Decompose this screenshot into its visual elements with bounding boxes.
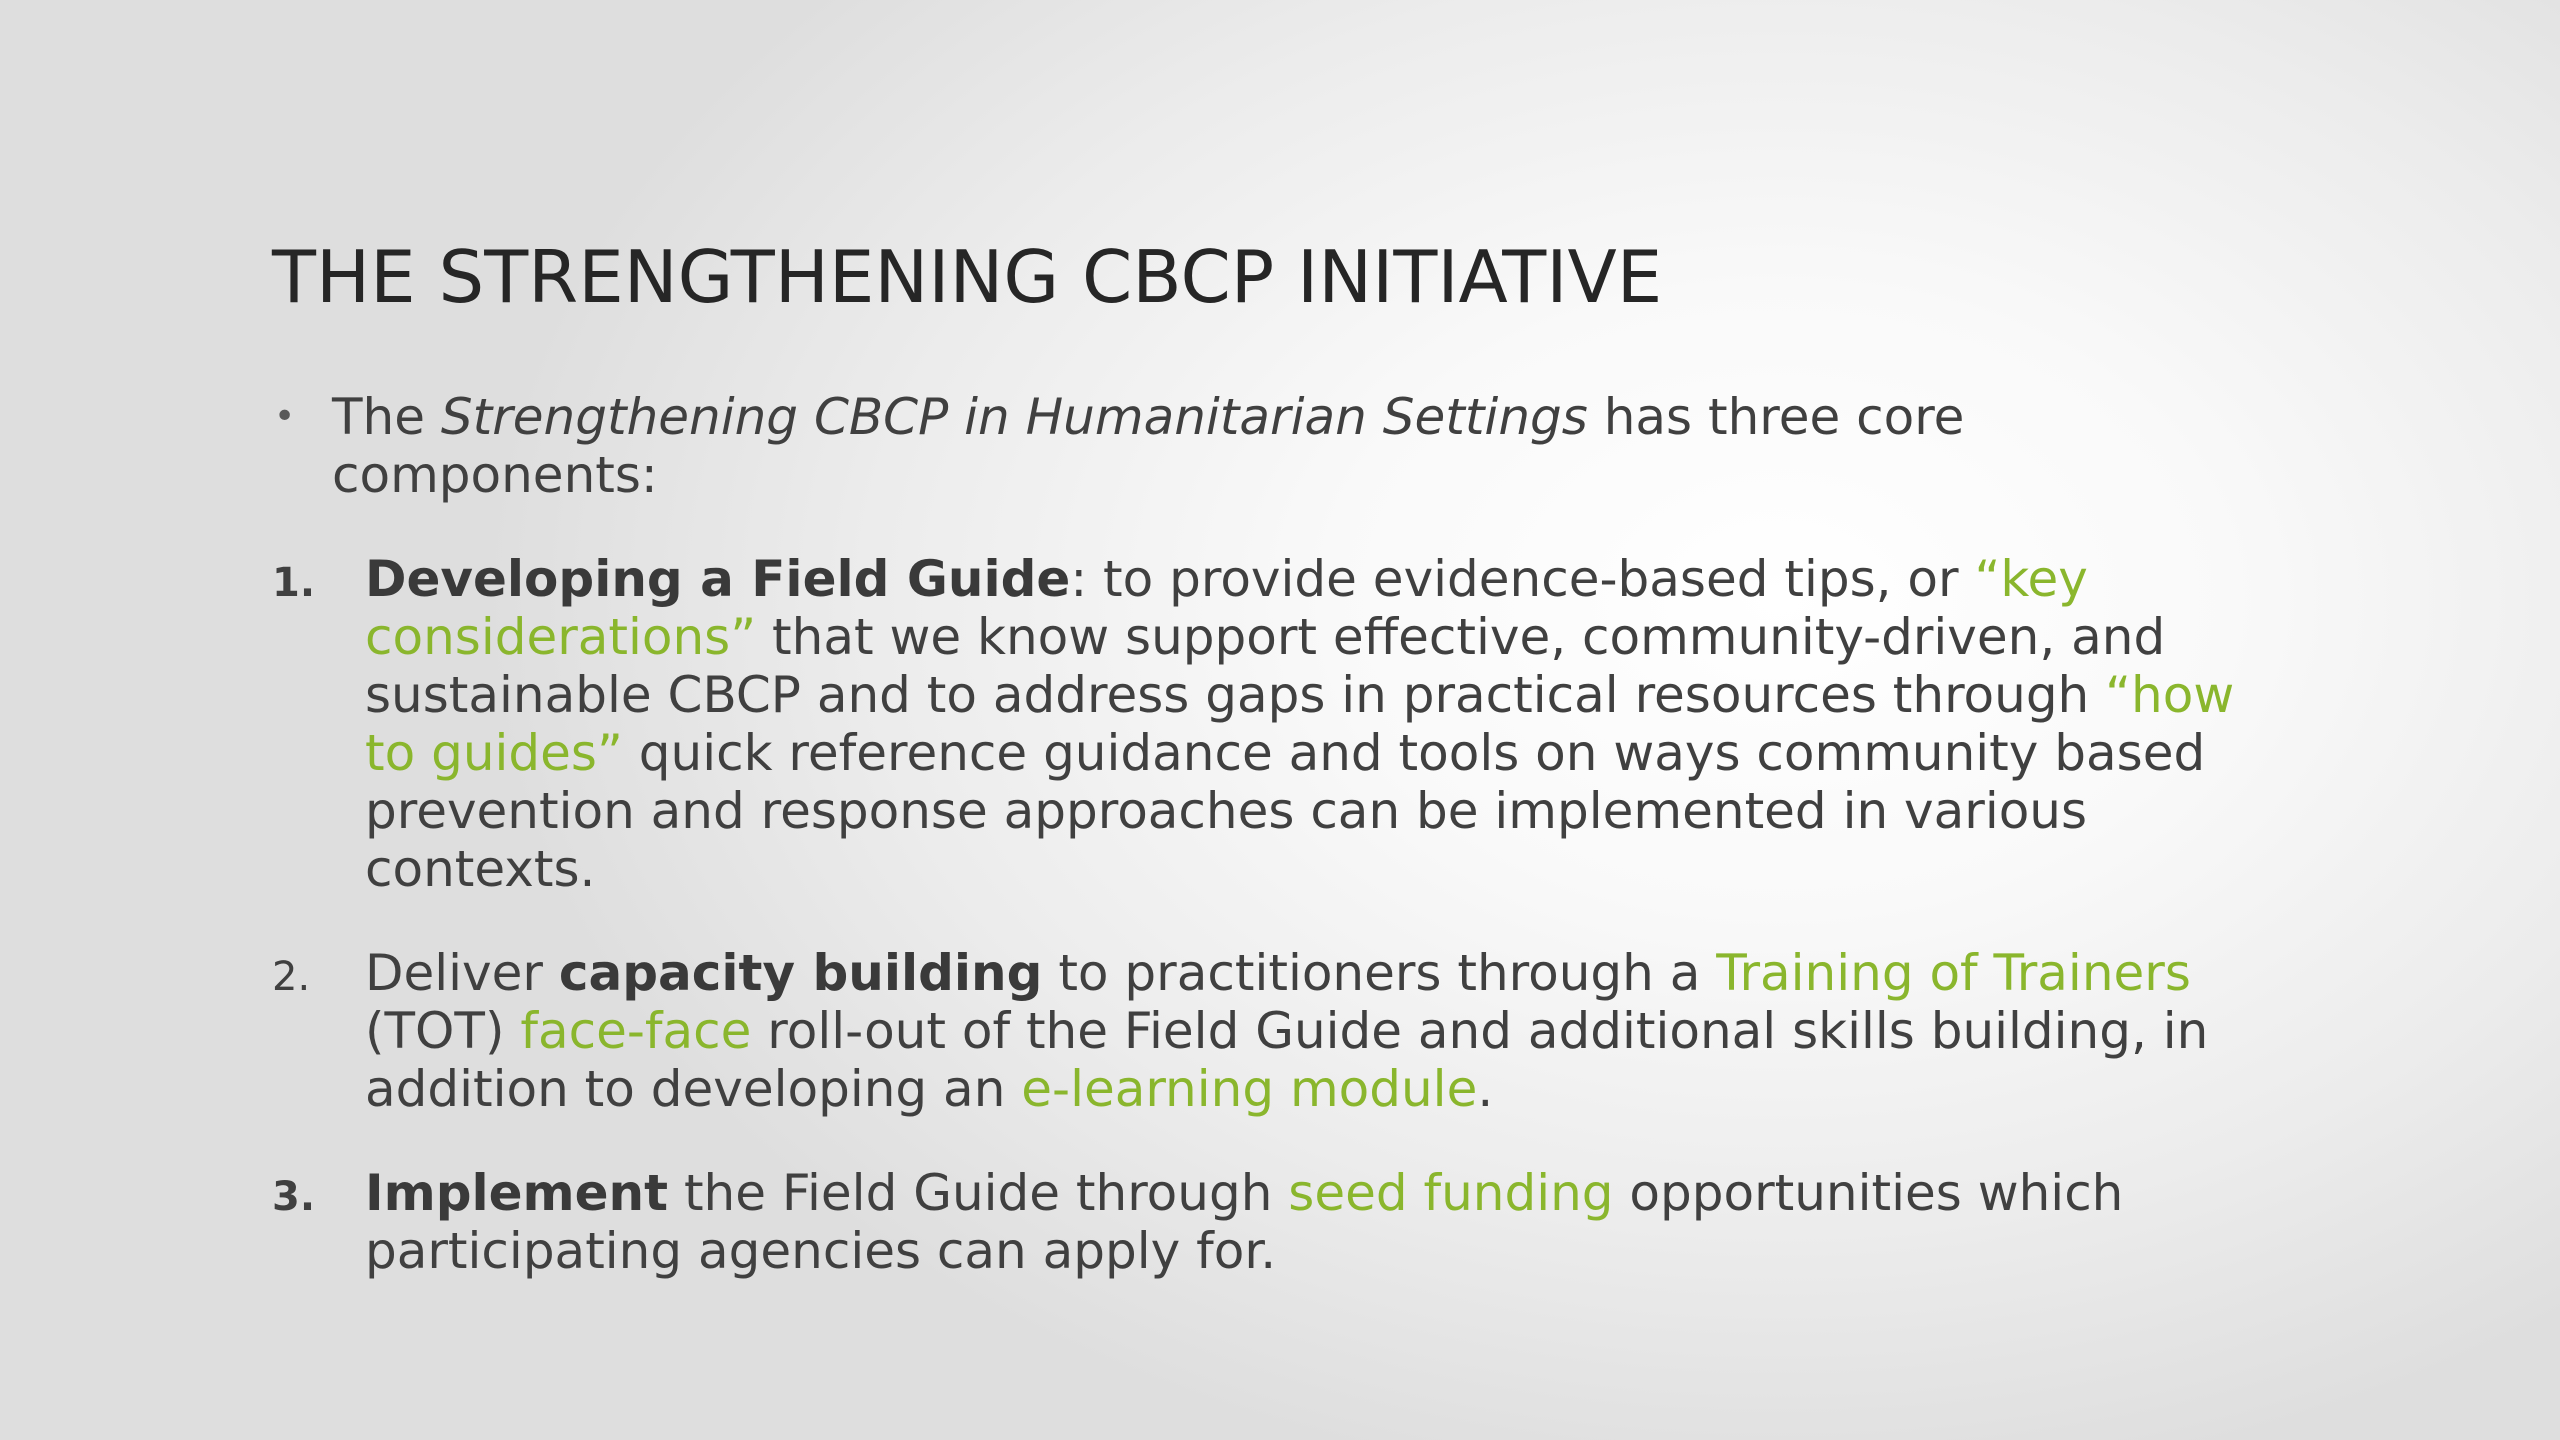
item-2-text-3: roll-out of the Field Guide and additional skills building, in addition to developing an <box>365 1002 2209 1118</box>
item-1-text-1: : to provide evidence-based tips, or <box>1070 550 1975 608</box>
intro-text-italic: Strengthening CBCP in Humanitarian Settings <box>440 388 1588 446</box>
item-1-highlight-2: “how to guides” <box>365 666 2235 782</box>
intro-text-post: has three core components: <box>332 388 1965 504</box>
item-1-highlight-1: “key considerations” <box>365 550 2088 666</box>
item-3-bold: Implement <box>365 1164 669 1222</box>
item-1-text-2: that we know support effective, community-driven, and sustainable CBCP and to address gaps in practical resources through <box>365 608 2166 724</box>
item-2-highlight-2: face-face <box>520 1002 752 1060</box>
item-2-bold: capacity building <box>558 944 1043 1002</box>
item-1-text-3: quick reference guidance and tools on ways community based prevention and response approaches can be implemented in various contexts. <box>365 724 2206 898</box>
intro-bullet <box>272 388 2292 504</box>
list-number-3: 3. <box>272 1174 316 1220</box>
item-2-text-2: (TOT) <box>365 1002 521 1060</box>
item-2-text-1: to practitioners through a <box>1042 944 1717 1002</box>
intro-text-pre: The <box>332 388 441 446</box>
list-number-2: 2. <box>272 954 311 1000</box>
slide-title: THE STRENGTHENING CBCP INITIATIVE <box>272 235 1663 319</box>
item-2-highlight-3: e-learning module <box>1021 1060 1478 1118</box>
list-item-1 <box>272 550 2292 898</box>
item-3-text-1: the Field Guide through <box>668 1164 1289 1222</box>
item-2-highlight-1: Training of Trainers <box>1716 944 2191 1002</box>
item-2-text-4: . <box>1477 1060 1494 1118</box>
list-item-3 <box>272 1164 2292 1280</box>
item-3-text-2: opportunities which participating agencies can apply for. <box>365 1164 2124 1280</box>
item-3-highlight-1: seed funding <box>1288 1164 1614 1222</box>
item-2-text-0: Deliver <box>365 944 559 1002</box>
list-item-2 <box>272 944 2292 1118</box>
slide-content <box>272 388 2292 1326</box>
list-number-1: 1. <box>272 560 316 606</box>
bullet-dot-icon: • <box>274 396 296 437</box>
item-1-bold: Developing a Field Guide <box>365 550 1071 608</box>
